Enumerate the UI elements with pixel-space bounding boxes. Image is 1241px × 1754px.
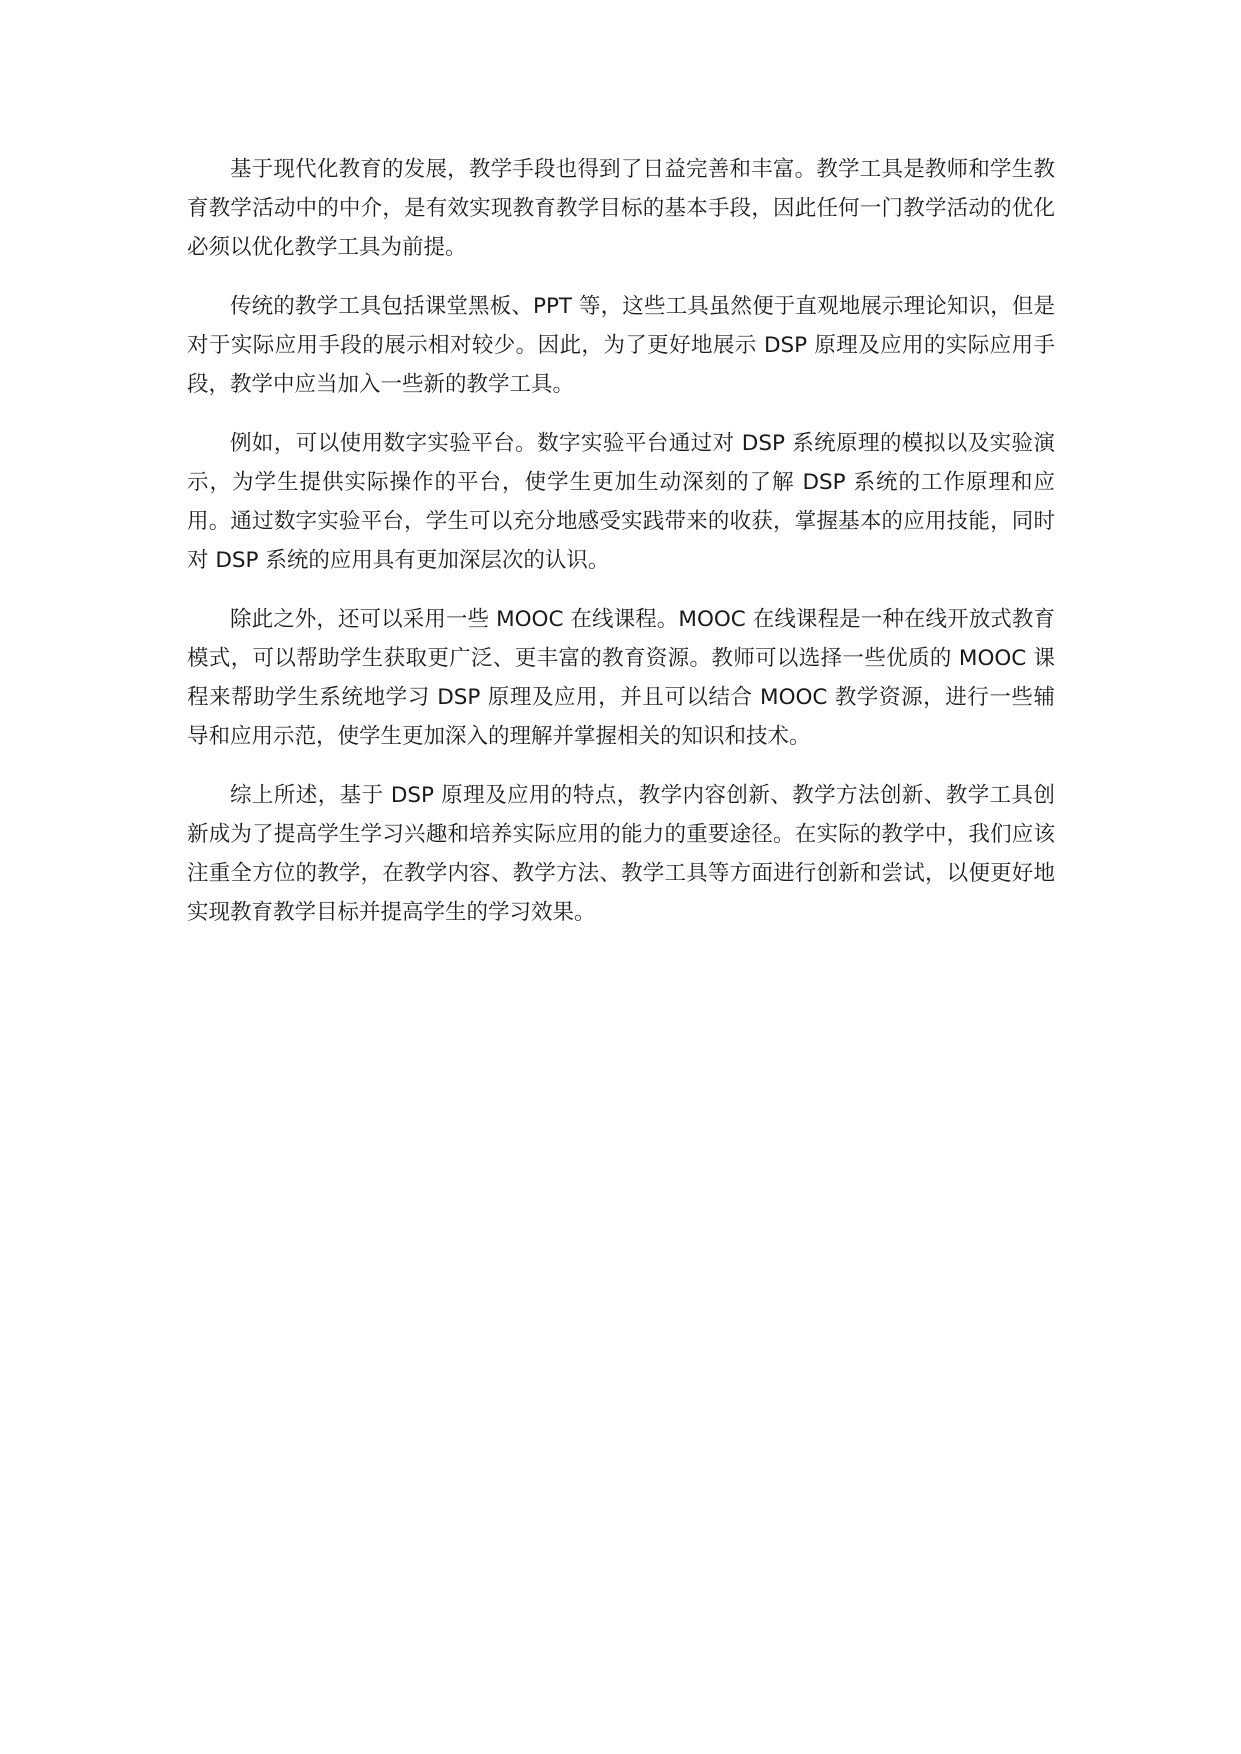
paragraph-mooc-courses: 除此之外，还可以采用一些 MOOC 在线课程。MOOC 在线课程是一种在线开放式教育模式，可以帮助学生获取更广泛、更丰富的教育资源。教师可以选择一些优质的 MOOC 课程来帮助学生系统地学习 DSP 原理及应用，并且可以结合 MOOC 教学资源，进行一些辅导和应用示范，使学生更加深入的理解并掌握相关的知识和技术。 [187, 607, 1055, 749]
paragraph-traditional-tools: 传统的教学工具包括课堂黑板、PPT 等，这些工具虽然便于直观地展示理论知识，但是对于实际应用手段的展示相对较少。因此，为了更好地展示 DSP 原理及应用的实际应用手段，教学中应当加入一些新的教学工具。 [187, 294, 1055, 397]
paragraph-teaching-tools-intro: 基于现代化教育的发展，教学手段也得到了日益完善和丰富。教学工具是教师和学生教育教学活动中的中介，是有效实现教育教学目标的基本手段，因此任何一门教学活动的优化必须以优化教学工具为前提。 [187, 157, 1055, 260]
document-body [187, 150, 1055, 952]
paragraph-digital-lab-platform: 例如，可以使用数字实验平台。数字实验平台通过对 DSP 系统原理的模拟以及实验演示，为学生提供实际操作的平台，使学生更加生动深刻的了解 DSP 系统的工作原理和应用。通过数字实验平台，学生可以充分地感受实践带来的收获，掌握基本的应用技能，同时对 DSP 系统的应用具有更加深层次的认识。 [187, 431, 1055, 573]
paragraph-conclusion: 综上所述，基于 DSP 原理及应用的特点，教学内容创新、教学方法创新、教学工具创新成为了提高学生学习兴趣和培养实际应用的能力的重要途径。在实际的教学中，我们应该注重全方位的教学，在教学内容、教学方法、教学工具等方面进行创新和尝试，以便更好地实现教育教学目标并提高学生的学习效果。 [187, 783, 1055, 925]
